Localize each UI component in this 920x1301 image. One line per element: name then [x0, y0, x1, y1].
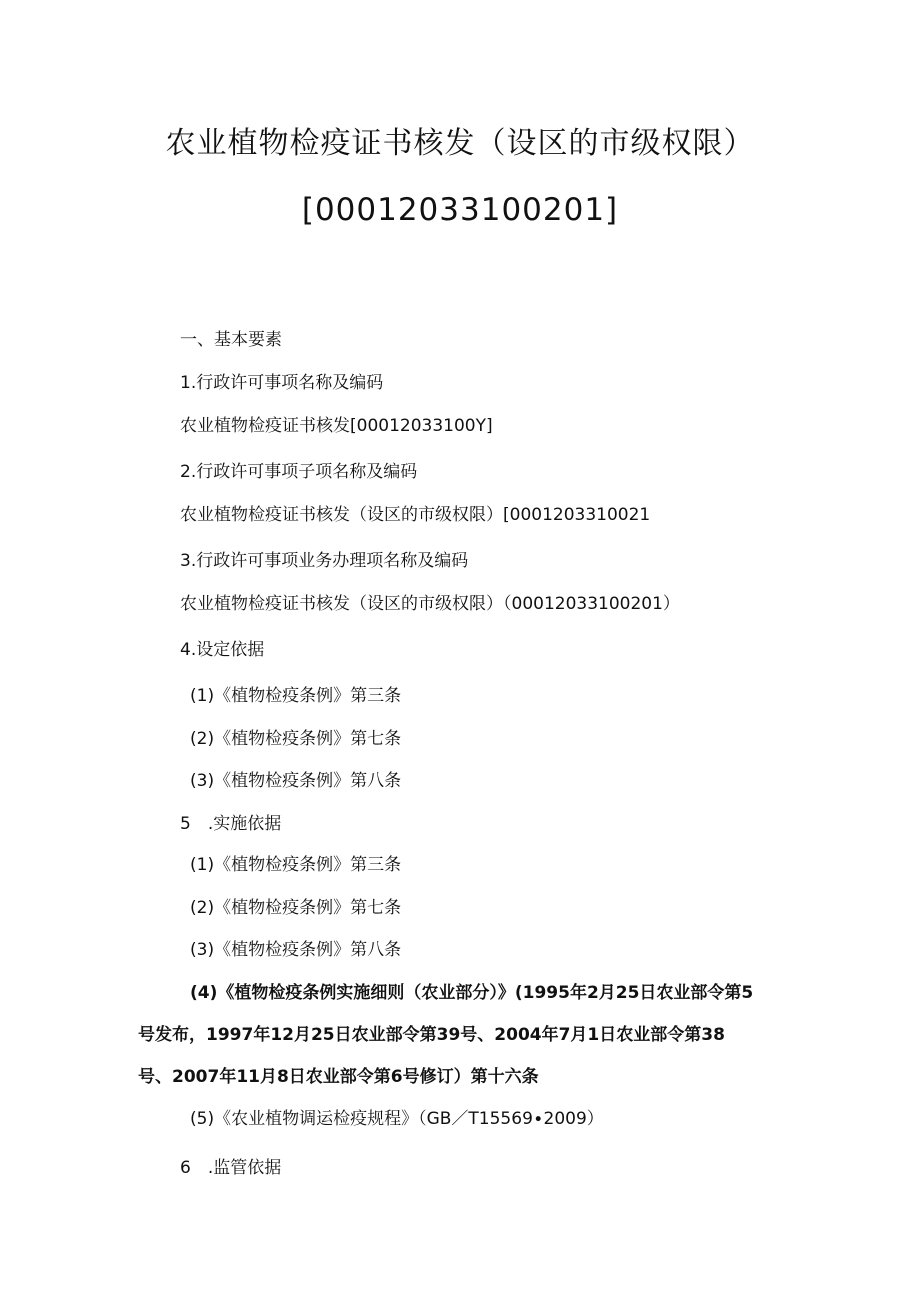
item-2-value: 农业植物检疫证书核发（设区的市级权限）[0001203310021 [180, 505, 651, 525]
item-5-basis-5: (5)《农业植物调运检疫规程》（GB／T15569∙2009） [190, 1109, 604, 1129]
item-4-label: 4.设定依据 [180, 640, 265, 660]
item-1-label: 1.行政许可事项名称及编码 [180, 373, 384, 393]
item-2-label: 2.行政许可事项子项名称及编码 [180, 462, 418, 482]
item-5-basis-4-line-1: (4)《植物检疫条例实施细则（农业部分）》(1995年2月25日农业部令第5 [190, 983, 754, 1003]
item-5-basis-3: (3)《植物检疫条例》第八条 [190, 940, 402, 960]
item-3-label: 3.行政许可事项业务办理项名称及编码 [180, 551, 469, 571]
item-5-label: 5 .实施依据 [180, 814, 282, 834]
item-6-label: 6 .监管依据 [180, 1158, 282, 1178]
item-5-basis-2: (2)《植物检疫条例》第七条 [190, 898, 402, 918]
item-4-basis-3: (3)《植物检疫条例》第八条 [190, 771, 402, 791]
item-4-basis-1: (1)《植物检疫条例》第三条 [190, 686, 402, 706]
item-5-basis-1: (1)《植物检疫条例》第三条 [190, 855, 402, 875]
document-title: 农业植物检疫证书核发（设区的市级权限） [165, 126, 755, 161]
item-3-value: 农业植物检疫证书核发（设区的市级权限）（00012033100201） [180, 594, 680, 614]
item-5-basis-4-line-3: 号、2007年11月8日农业部令第6号修订）第十六条 [138, 1067, 539, 1087]
item-5-basis-4-line-2: 号发布，1997年12月25日农业部令第39号、2004年7月1日农业部令第38 [138, 1025, 725, 1045]
section-heading-basic-elements: 一、基本要素 [180, 330, 282, 350]
item-1-value: 农业植物检疫证书核发[00012033100Y] [180, 416, 493, 436]
document-code: [00012033100201] [301, 192, 619, 228]
item-4-basis-2: (2)《植物检疫条例》第七条 [190, 729, 402, 749]
